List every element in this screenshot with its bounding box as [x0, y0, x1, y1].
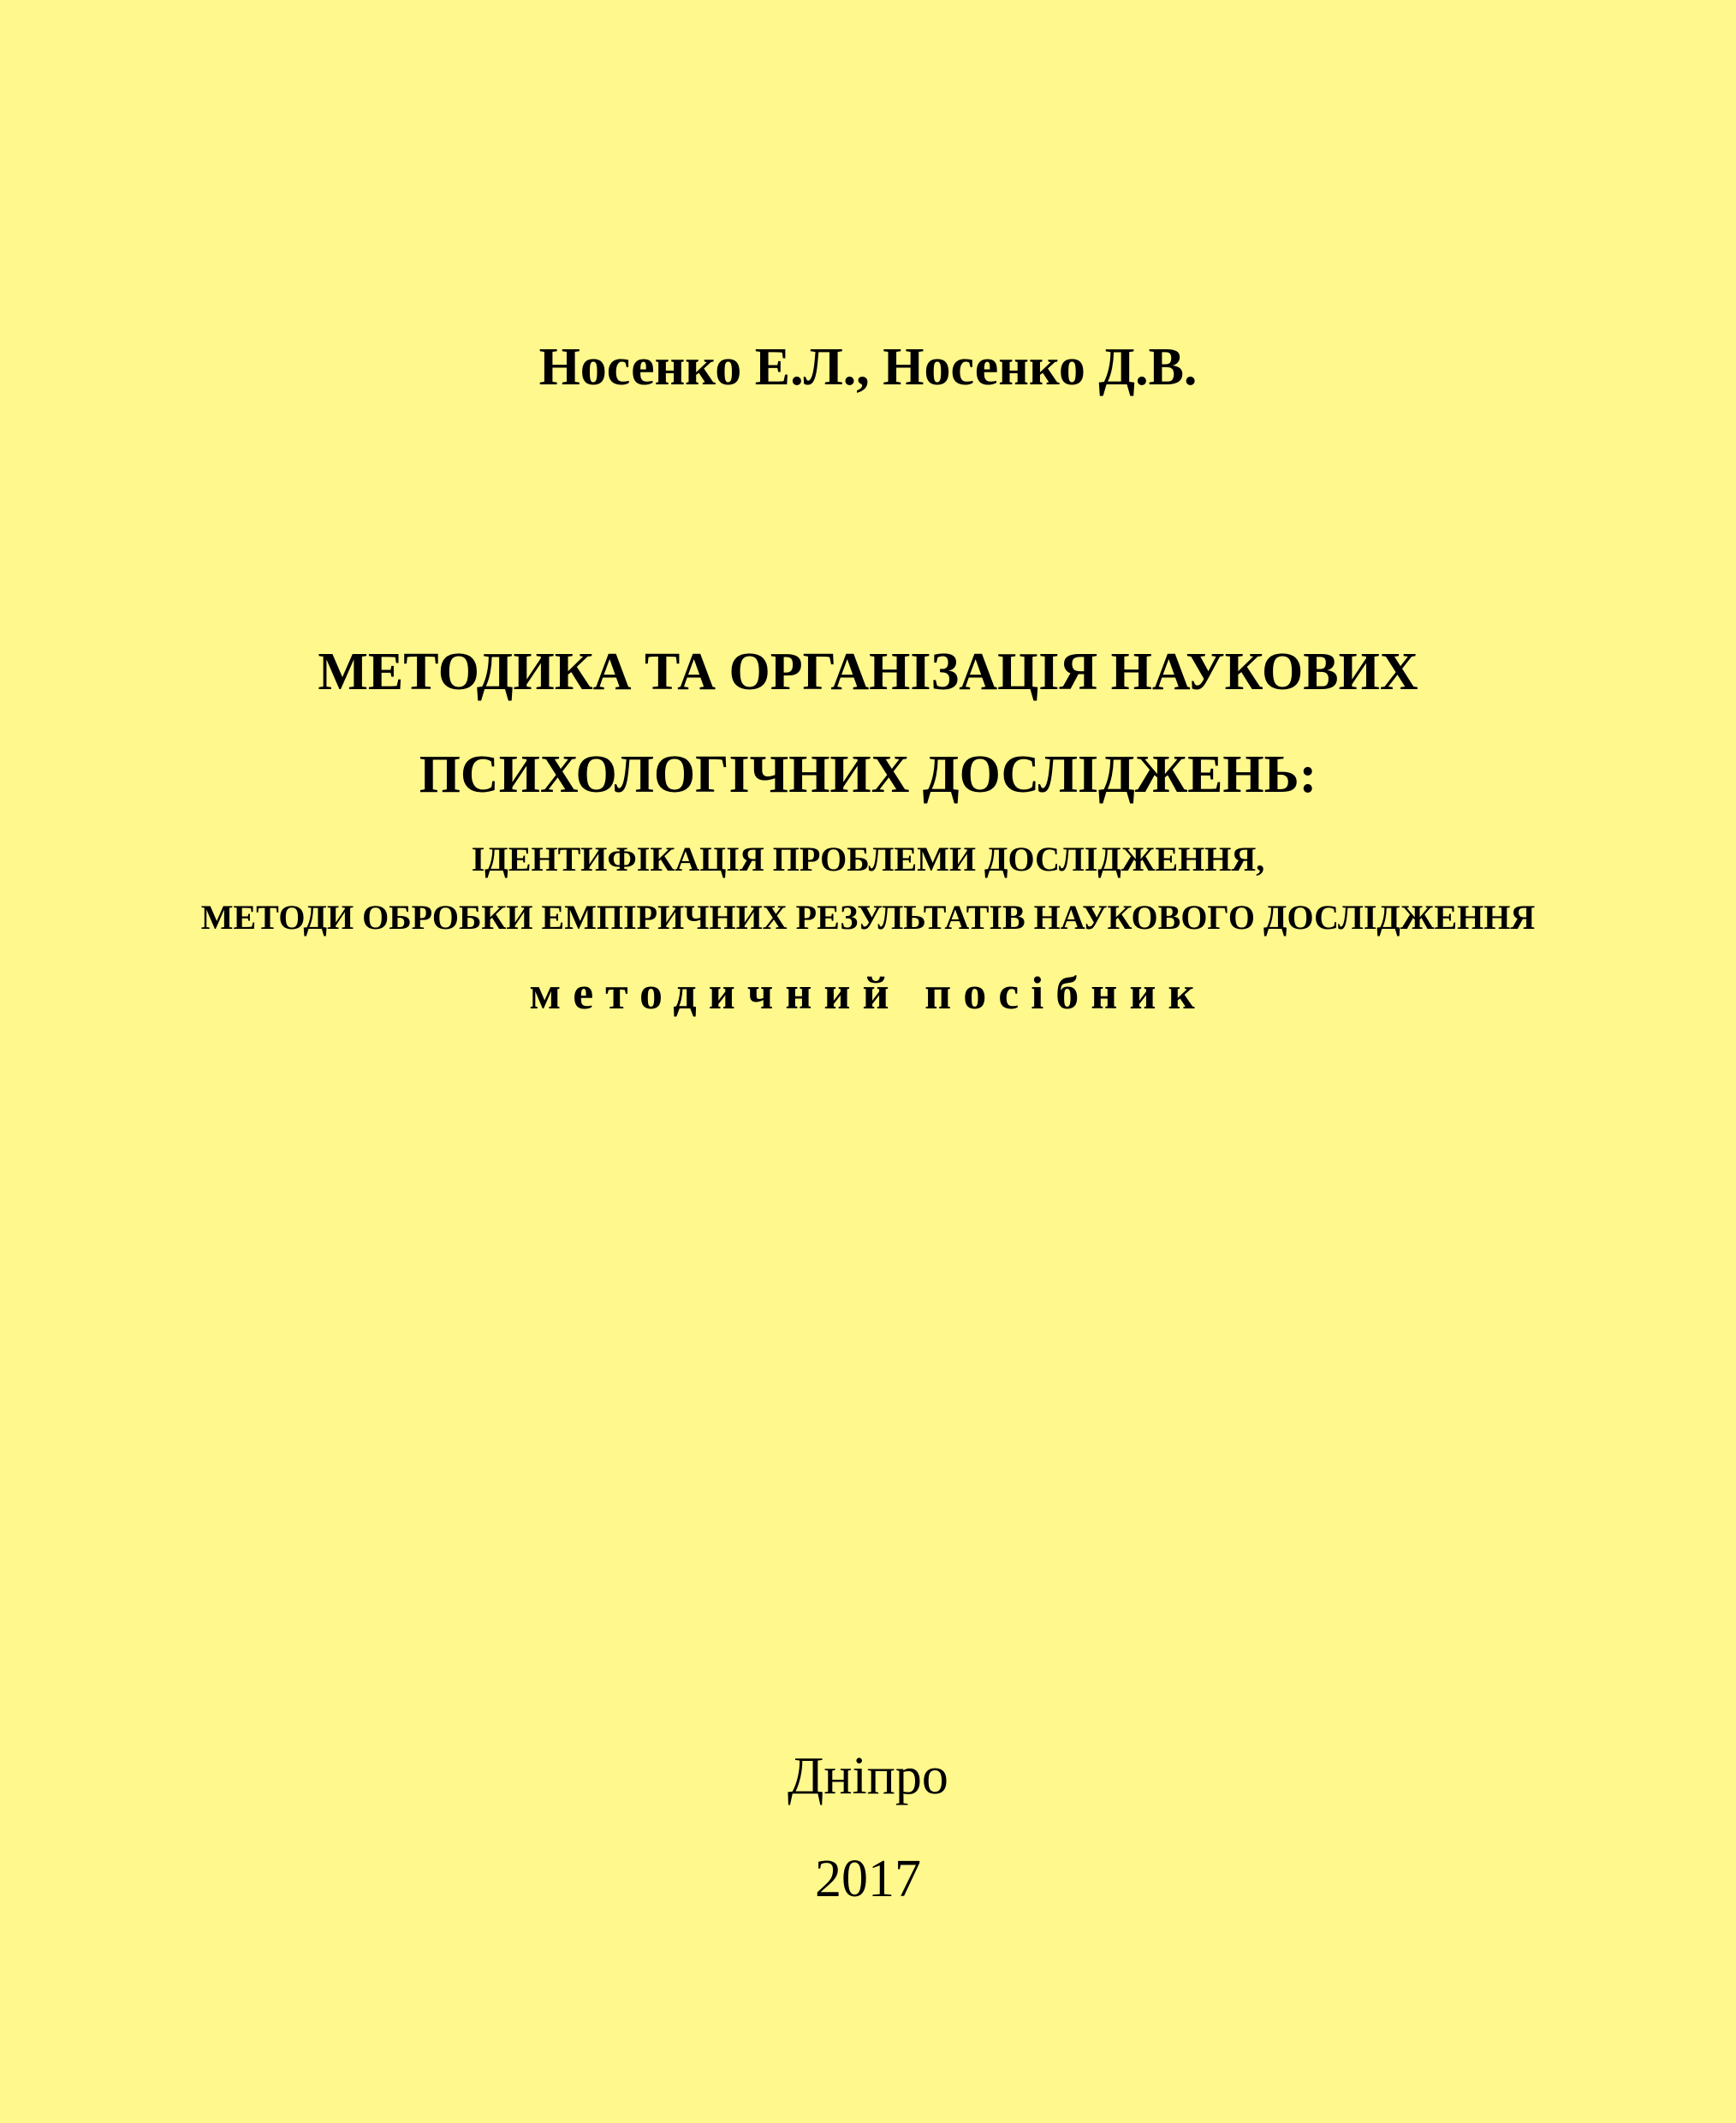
title-line-1: МЕТОДИКА ТА ОРГАНІЗАЦІЯ НАУКОВИХ	[318, 643, 1418, 701]
publication-year: 2017	[815, 1850, 921, 1908]
authors: Носенко Е.Л., Носенко Д.В.	[538, 338, 1198, 396]
document-type: методичний посібник	[529, 967, 1207, 1019]
publication-city: Дніпро	[788, 1747, 948, 1805]
subtitle-line-2: МЕТОДИ ОБРОБКИ ЕМПІРИЧНИХ РЕЗУЛЬТАТІВ НАУКОВОГО ДОСЛІДЖЕННЯ	[200, 898, 1536, 937]
title-line-2: ПСИХОЛОГІЧНИХ ДОСЛІДЖЕНЬ:	[419, 746, 1317, 804]
subtitle-line-1: ІДЕНТИФІКАЦІЯ ПРОБЛЕМИ ДОСЛІДЖЕННЯ,	[471, 840, 1265, 878]
